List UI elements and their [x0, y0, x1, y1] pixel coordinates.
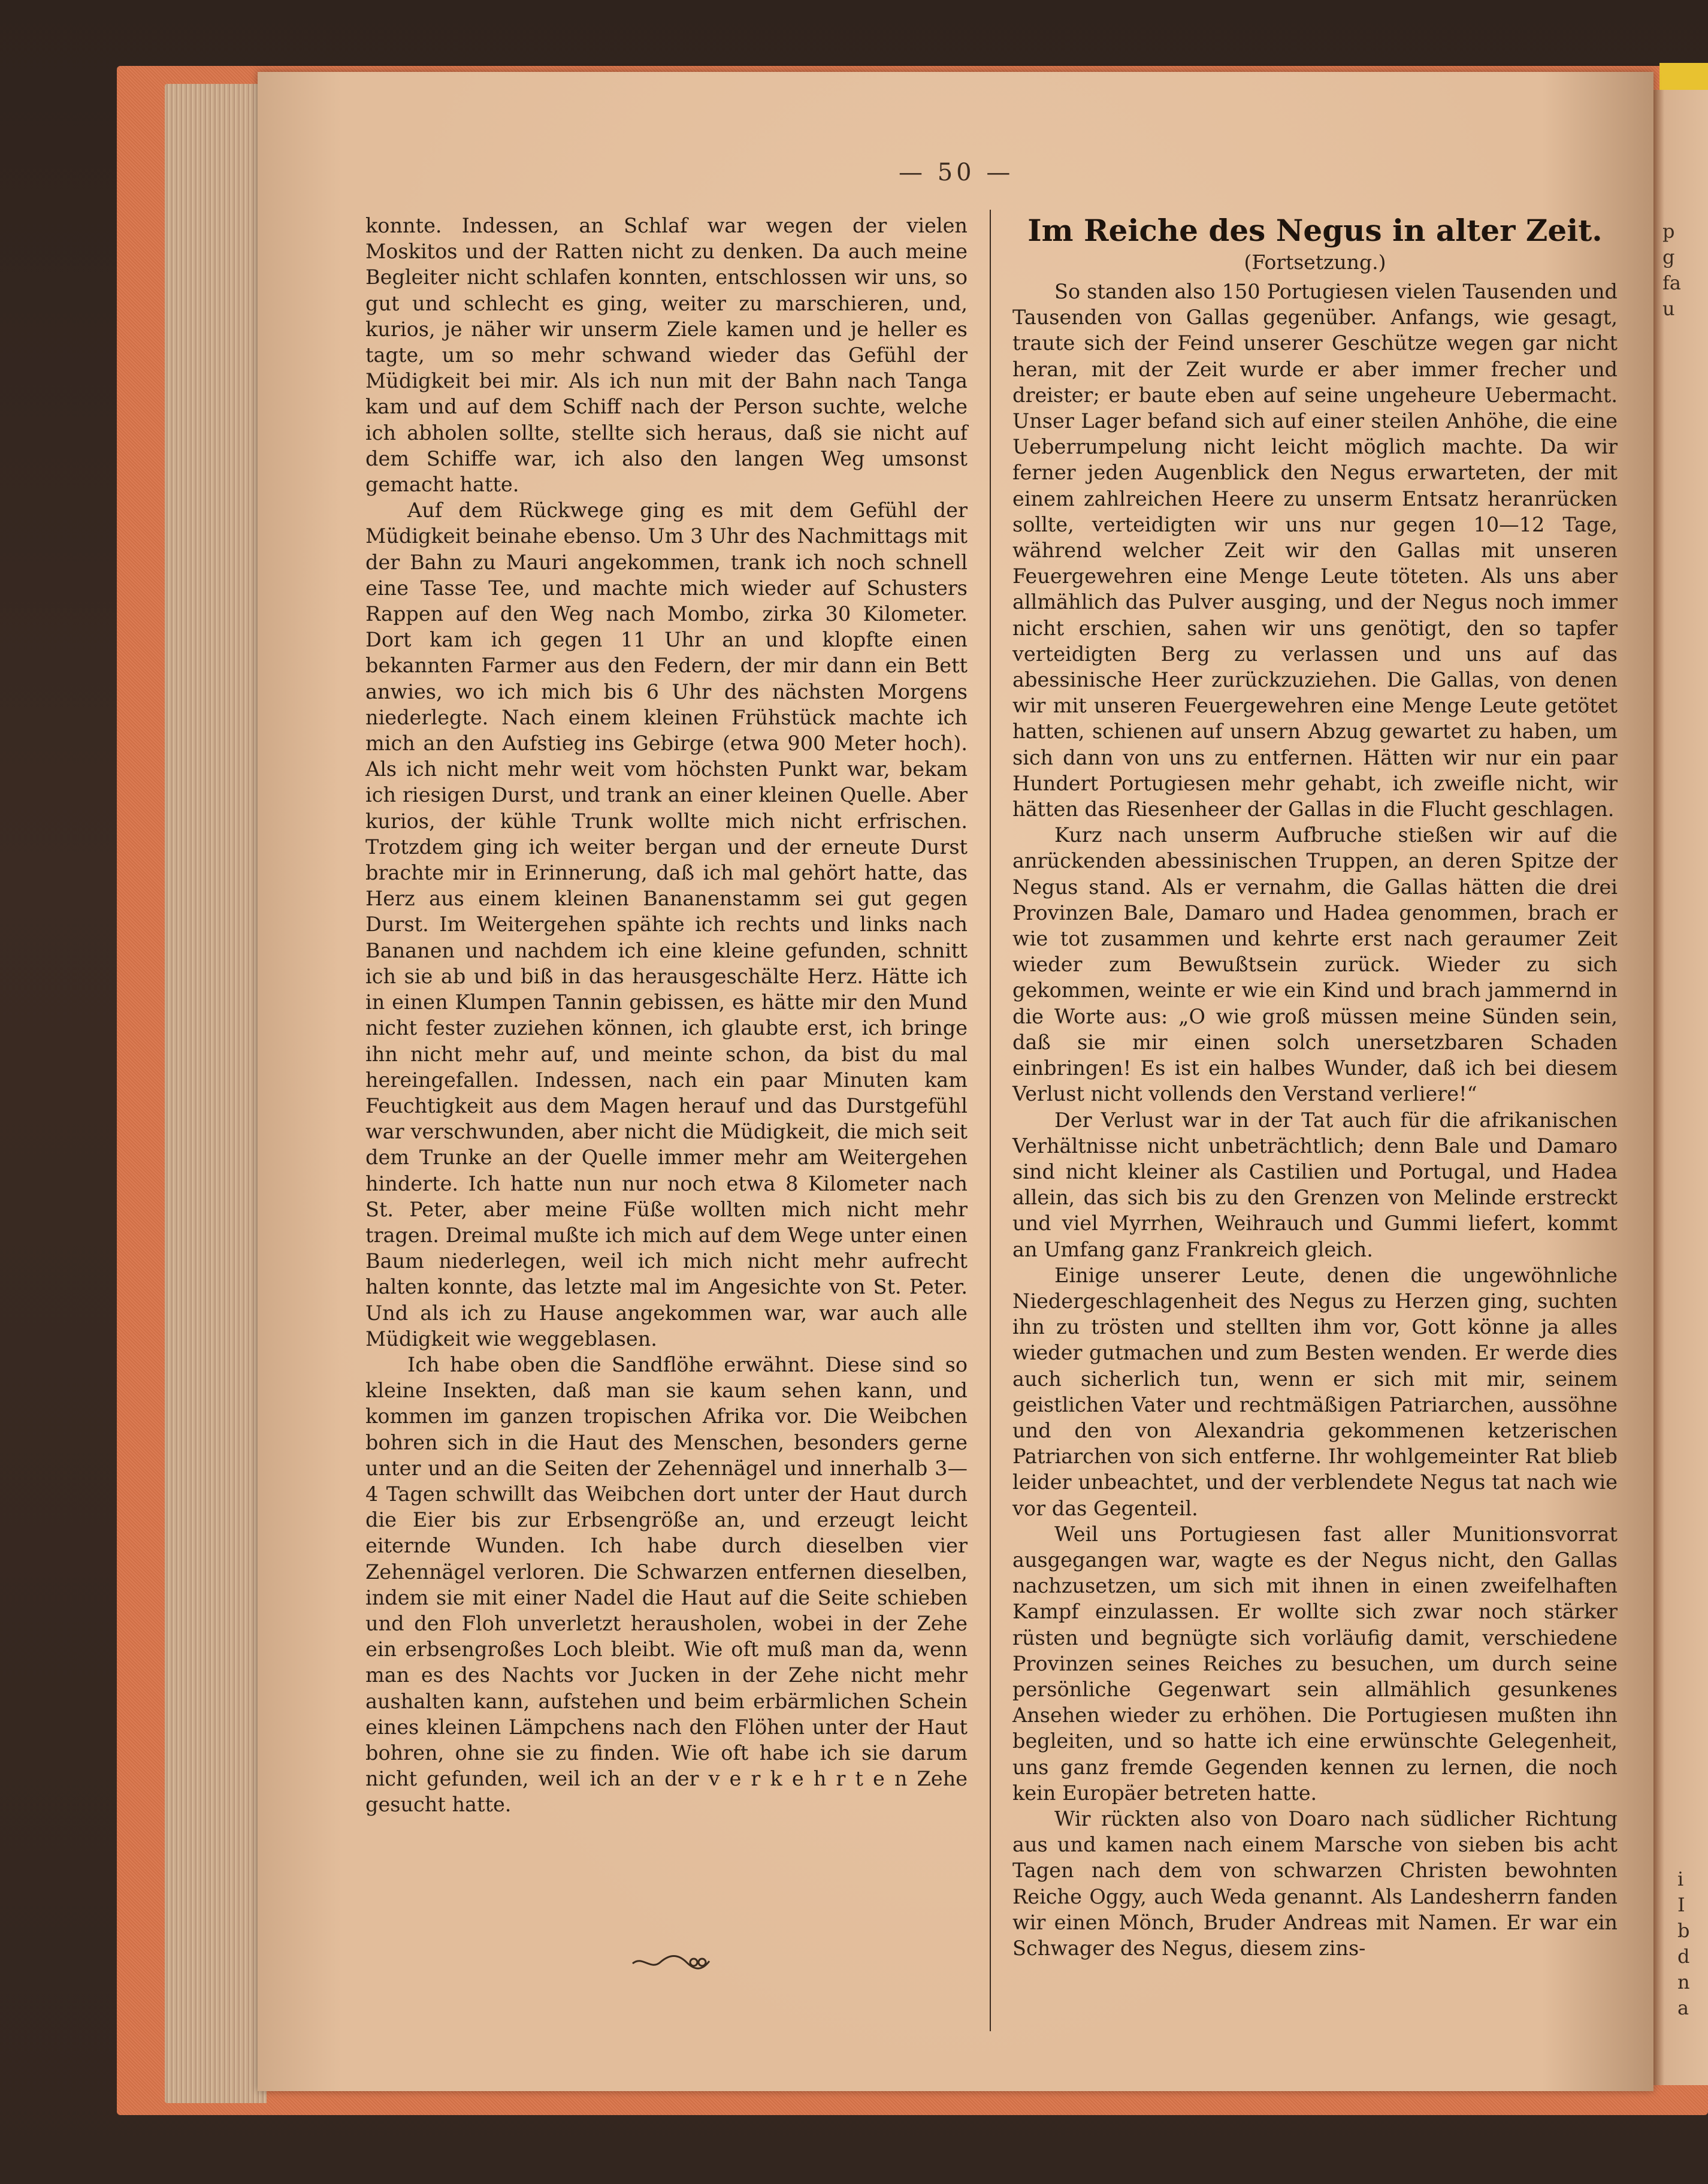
right-column-paragraph: Der Verlust war in der Tat auch für die afrikanischen Verhältnisse nicht unbeträchtlich; denn Bale und Damaro sind nicht kleiner als Castilien und Portugal, und Hadea allein, das sich bis zu den Grenzen von Melinde erstreckt und viel Myrrhen, Weihrauch und Gummi liefert, kommt an Umfang ganz Frankreich gleich.: [1012, 1108, 1618, 1261]
facing-page-bottom-fragments: [1677, 1866, 1690, 2021]
right-column-paragraph: Einige unserer Leute, denen die ungewöhnliche Niedergeschlagenheit des Negus zu Herzen ging, suchten ihn zu trösten und stellten ihm vor, Gott könne ja alles wieder gutmachen und zum Besten wenden. Er werde dies auch sicherlich tun, wenn er sich mit mir, seinem geistlichen Vater und rechtmäßigen Patriarchen, aussöhne und den von Alexandria gekommenen ketzerischen Patriarchen von sich entferne. Ihr wohlgemeinter Rat blieb leider unbeachtet, und der verblendete Negus tat nach wie vor das Gegenteil.: [1012, 1263, 1618, 1520]
right-column-paragraph: Wir rückten also von Doaro nach südlicher Richtung aus und kamen nach einem Marsche von sieben bis acht Tagen nach dem von schwarzen Christen bewohnten Reiche Oggy, auch Weda genannt. Als Landesherrn fanden wir einen Mönch, Bruder Andreas mit Namen. Er war ein Schwager des Negus, diesem zins-: [1012, 1807, 1618, 1960]
article-title: Im Reiche des Negus in alter Zeit.: [1027, 213, 1603, 248]
left-column: [365, 213, 968, 1818]
edge-fragment: fa: [1662, 271, 1681, 294]
facing-page-edge: [1653, 90, 1708, 2085]
left-column-paragraph: Ich habe oben die Sandflöhe erwähnt. Diese sind so kleine Insekten, daß man sie kaum sehen kann, und kommen im ganzen tropischen Afrika vor. Die Weibchen bohren sich in die Haut des Menschen, besonders gerne unter und an die Seiten der Zehennägel und innerhalb 3—4 Tagen schwillt das Weibchen dort unter der Haut durch die Eier bis zur Erbsengröße an, und erzeugt leicht eiternde Wunden. Ich habe durch dieselben vier Zehennägel verloren. Die Schwarzen entfernen dieselben, indem sie mit einer Nadel die Haut auf die Seite schieben und den Floh unverletzt herausholen, wobei in der Zehe ein erbsengroßes Loch bleibt. Wie oft muß man da, wenn man es des Nachts vor Jucken in der Zehe nicht mehr aushalten kann, aufstehen und beim erbärmlichen Schein eines kleinen Lämpchens nach den Flöhen unter der Haut bohren, ohne sie zu finden. Wie oft habe ich sie darum nicht gefunden, weil ich an der v e r k e h r t e n Zehe gesucht hatte.: [365, 1352, 968, 1817]
right-column-paragraph: So standen also 150 Portugiesen vielen Tausenden und Tausenden von Gallas gegenüber. Anfangs, wie gesagt, traute sich der Feind unserer Geschütze wegen gar nicht heran, mit der Zeit wurde er aber immer frecher und dreister; er baute eben auf seine ungeheure Uebermacht. Unser Lager befand sich auf einer steilen Anhöhe, die eine Ueberrumpelung nicht leicht möglich machte. Da wir ferner jeden Augenblick den Negus erwarteten, der mit einem zahlreichen Heere zu unserm Entsatz heranrücken sollte, verteidigten wir uns nur gegen 10—12 Tage, während welcher Zeit wir den Gallas mit unseren Feuergewehren eine Menge Leute töteten. Als uns aber allmählich das Pulver ausging, und der Negus noch immer nicht erschien, sahen wir uns genötigt, den so tapfer verteidigten Berg zu verlassen und uns auf das abessinische Heer zurückzuziehen. Die Gallas, von denen wir mit unseren Feuergewehren eine Menge Leute getötet hatten, schienen auf unsern Abzug gewartet zu haben, um sich dann von uns zu entfernen. Hätten wir nur ein paar Hundert Portugiesen mehr gehabt, ich zweifle nicht, wir hätten das Riesenheer der Gallas in die Flucht geschlagen.: [1012, 280, 1618, 821]
end-ornament-icon: [629, 1950, 713, 1974]
edge-fragment: a: [1677, 1996, 1689, 2019]
facing-page-top-fragments: [1662, 219, 1681, 322]
edge-fragment: u: [1662, 297, 1675, 320]
right-column-paragraph: Weil uns Portugiesen fast aller Munitionsvorrat ausgegangen war, wagte es der Negus nicht, den Gallas nachzusetzen, um sich mit ihnen in einen zweifelhaften Kampf einzulassen. Er wollte sich zwar noch stärker rüsten und begnügte sich vorläufig damit, verschiedene Provinzen seines Reiches zu besuchen, um durch seine persönliche Gegenwart sein allmählich gesunkenes Ansehen wieder zu erhöhen. Die Portugiesen mußten ihn begleiten, und so hatte ich eine erwünschte Gelegenheit, uns ganz fremde Gegenden kennen zu lernen, die noch kein Europäer betreten hatte.: [1012, 1522, 1618, 1805]
edge-fragment: d: [1677, 1945, 1690, 1968]
edge-fragment: i: [1677, 1868, 1684, 1890]
edge-fragment: p: [1662, 220, 1675, 243]
right-column-paragraph: Kurz nach unserm Aufbruche stießen wir auf die anrückenden abessinischen Truppen, an deren Spitze der Negus stand. Als er vernahm, die Gallas hätten die drei Provinzen Bale, Damaro und Hadea genommen, brach er wie tot zusammen und kehrte erst nach geraumer Zeit wieder zum Bewußtsein zurück. Wieder zu sich gekommen, weinte er wie ein Kind und brach jammernd in die Worte aus: „O wie groß müssen meine Sünden sein, daß sie mir einen solch unersetzbaren Schaden einbringen! Es ist ein halbes Wunder, daß ich bei diesem Verlust nicht vollends den Verstand verliere!“: [1012, 823, 1618, 1106]
edge-fragment: I: [1677, 1893, 1685, 1916]
edge-fragment: n: [1677, 1971, 1690, 1993]
edge-fragment: b: [1677, 1919, 1690, 1942]
right-column: [1012, 279, 1618, 1961]
left-column-paragraph: konnte. Indessen, an Schlaf war wegen der vielen Moskitos und der Ratten nicht zu denken. Da auch meine Begleiter nicht schlafen konnten, entschlossen wir uns, so gut und schlecht es ging, weiter zu marschieren, und, kurios, je näher wir unserm Ziele kamen und je heller es tagte, um so mehr schwand wieder das Gefühl der Müdigkeit bei mir. Als ich nun mit der Bahn nach Tanga kam und auf dem Schiff nach der Person suchte, welche ich abholen sollte, stellte sich heraus, daß sie nicht auf dem Schiffe war, ich also den langen Weg umsonst gemacht hatte.: [365, 214, 968, 497]
column-divider: [990, 210, 991, 2031]
edge-fragment: g: [1662, 246, 1675, 268]
article-subtitle: (Fortsetzung.): [1244, 250, 1386, 274]
bookmark-tab: [1659, 63, 1708, 93]
page-number: — 50 —: [899, 159, 1014, 186]
left-column-paragraph: Auf dem Rückwege ging es mit dem Gefühl der Müdigkeit beinahe ebenso. Um 3 Uhr des Nachmittags mit der Bahn zu Mauri angekommen, trank ich noch schnell eine Tasse Tee, und machte mich wieder auf Schusters Rappen auf den Weg nach Mombo, zirka 30 Kilometer. Dort kam ich gegen 11 Uhr an und klopfte einen bekannten Farmer aus den Federn, der mir dann ein Bett anwies, wo ich mich bis 6 Uhr des nächsten Morgens niederlegte. Nach einem kleinen Frühstück machte ich mich an den Aufstieg ins Gebirge (etwa 900 Meter hoch). Als ich nicht mehr weit vom höchsten Punkt war, bekam ich riesigen Durst, und trank an einer kleinen Quelle. Aber kurios, der kühle Trunk wollte mich nicht erfrischen. Trotzdem ging ich weiter bergan und der erneute Durst brachte mir in Erinnerung, daß ich mal gehört hatte, das Herz aus einem kleinen Bananenstamm sei gut gegen Durst. Im Weitergehen spähte ich rechts und links nach Bananen und nachdem ich eine kleine gefunden, schnitt ich sie ab und biß in das herausgeschälte Herz. Hätte ich in einen Klumpen Tannin gebissen, es hätte mir den Mund nicht fester zuziehen können, ich glaubte erst, ich bringe ihn nicht mehr auf, und meinte schon, da bist du mal hereingefallen. Indessen, nach ein paar Minuten kam Feuchtigkeit aus dem Magen herauf und das Durstgefühl war verschwunden, aber nicht die Müdigkeit, die mich seit dem Trunke an der Quelle immer mehr am Weitergehen hinderte. Ich hatte nun nur noch etwa 8 Kilometer nach St. Peter, aber meine Füße wollten mich nicht mehr tragen. Dreimal mußte ich mich auf dem Wege unter einen Baum niederlegen, weil ich mich nicht mehr aufrecht halten konnte, das letzte mal im Angesichte von St. Peter. Und als ich zu Hause angekommen war, war auch alle Müdigkeit wie weggeblasen.: [365, 499, 968, 1351]
page-stack-edge: [165, 84, 267, 2103]
